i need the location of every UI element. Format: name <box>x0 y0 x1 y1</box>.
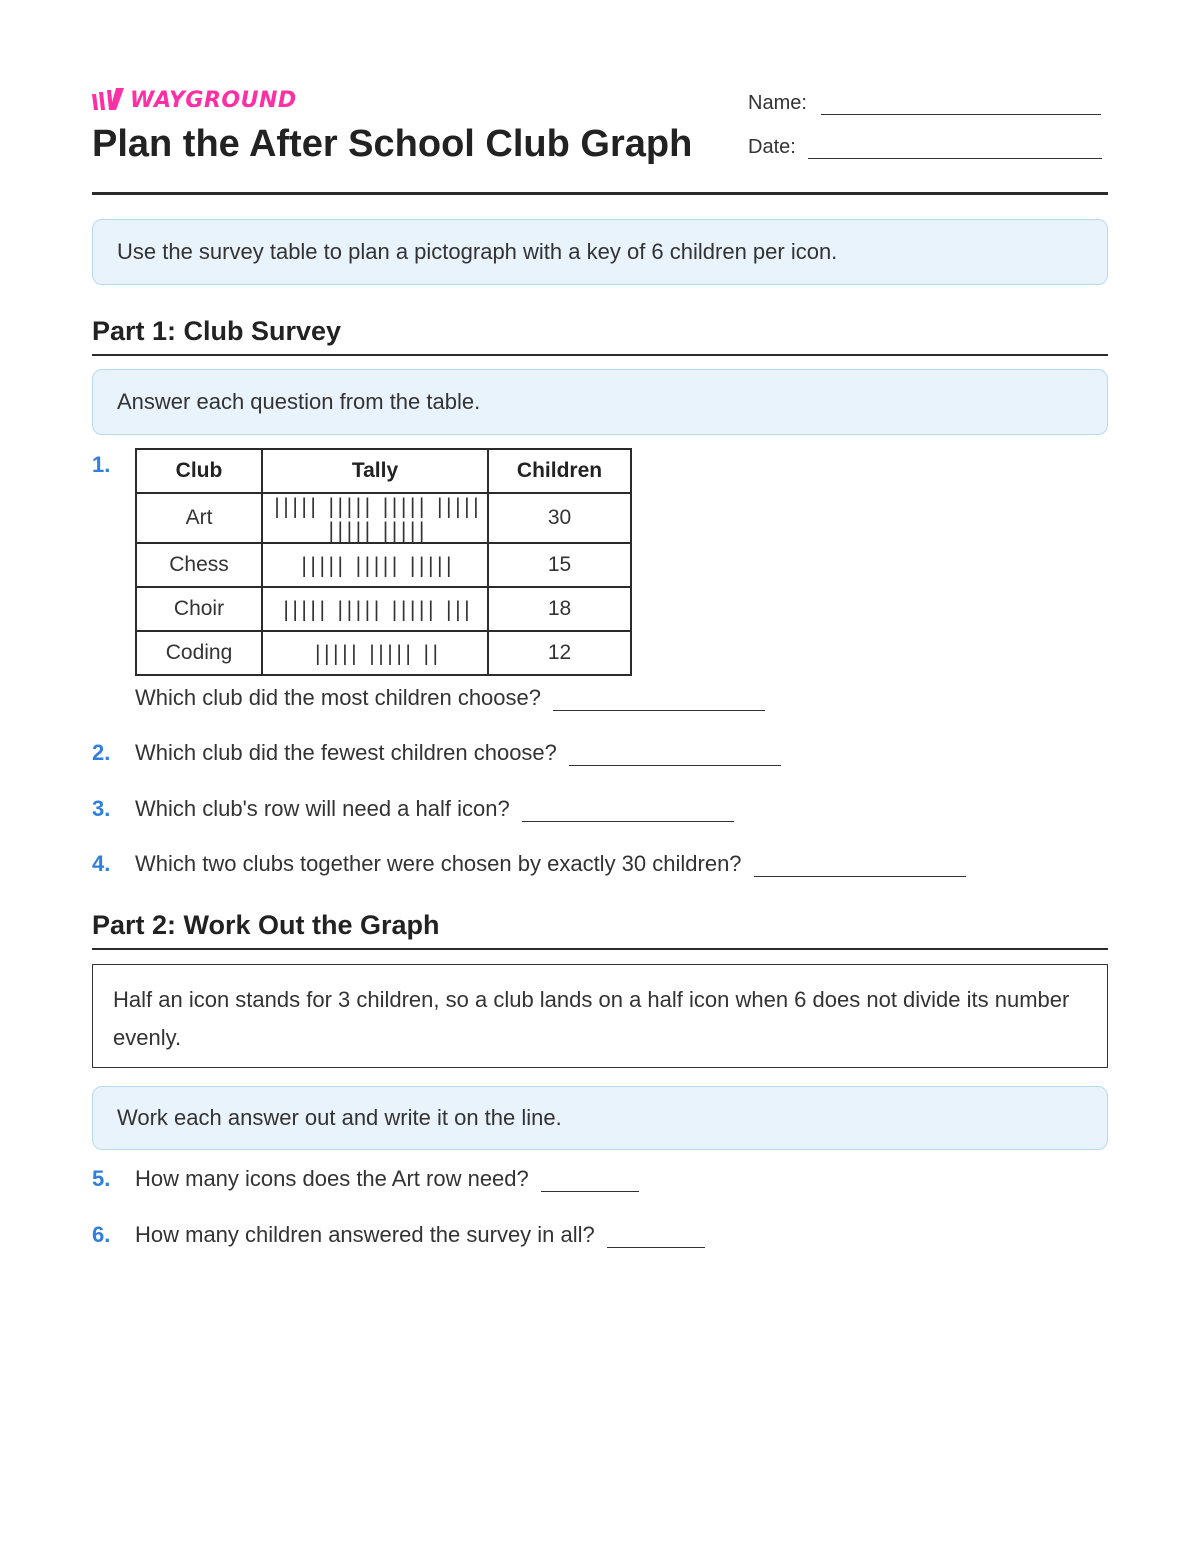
question-text: Which club did the most children choose? <box>135 685 541 710</box>
answer-line[interactable] <box>569 739 781 766</box>
cell-tally: ||||| ||||| ||||| ||| <box>262 587 488 631</box>
name-label: Name: <box>748 92 807 114</box>
table-header-row <box>136 449 631 493</box>
brand-logo <box>92 86 297 114</box>
part1-heading: Part 1: Club Survey <box>92 314 1108 356</box>
cell-club: Choir <box>136 587 262 631</box>
question-4 <box>135 850 966 877</box>
question-3 <box>135 795 734 822</box>
part1-instruction-text: Answer each question from the table. <box>117 389 481 414</box>
club-survey-table <box>135 448 632 676</box>
question-1 <box>135 684 765 711</box>
part2-instruction-text: Work each answer out and write it on the line. <box>117 1105 562 1130</box>
table-row <box>136 493 631 543</box>
question-text: Which two clubs together were chosen by exactly 30 children? <box>135 851 742 876</box>
table-row <box>136 631 631 675</box>
cell-club: Art <box>136 493 262 543</box>
cell-club: Coding <box>136 631 262 675</box>
part2-hint-text: Half an icon stands for 3 children, so a club lands on a half icon when 6 does not divide its number evenly. <box>113 987 1070 1050</box>
date-label: Date: <box>748 136 796 158</box>
question-number: 4. <box>92 851 111 876</box>
intro-note <box>92 219 1108 285</box>
question-number: 2. <box>92 740 111 765</box>
question-text: Which club's row will need a half icon? <box>135 796 510 821</box>
question-6 <box>135 1221 705 1248</box>
answer-line[interactable] <box>607 1221 705 1248</box>
table-row <box>136 543 631 587</box>
cell-children: 12 <box>488 631 631 675</box>
header-tally: Tally <box>262 449 488 493</box>
name-field <box>748 90 1101 115</box>
question-text: Which club did the fewest children choose? <box>135 740 557 765</box>
part1-instruction <box>92 369 1108 435</box>
part2-instruction <box>92 1086 1108 1150</box>
brand-name: WAYGROUND <box>130 87 297 113</box>
question-text: How many children answered the survey in all? <box>135 1222 595 1247</box>
part2-heading: Part 2: Work Out the Graph <box>92 908 1108 950</box>
question-number: 1. <box>92 452 111 477</box>
cell-children: 15 <box>488 543 631 587</box>
answer-line[interactable] <box>754 850 966 877</box>
answer-line[interactable] <box>541 1165 639 1192</box>
answer-line[interactable] <box>553 684 765 711</box>
question-number: 6. <box>92 1222 111 1247</box>
cell-tally: ||||| ||||| ||||| <box>262 543 488 587</box>
header-divider <box>92 192 1108 195</box>
table-row <box>136 587 631 631</box>
answer-line[interactable] <box>522 795 734 822</box>
name-input-line[interactable] <box>821 90 1101 115</box>
question-5 <box>135 1165 639 1192</box>
cell-club: Chess <box>136 543 262 587</box>
date-field <box>748 134 1102 159</box>
page-title: Plan the After School Club Graph <box>92 123 693 165</box>
question-2 <box>135 739 781 766</box>
cell-children: 30 <box>488 493 631 543</box>
question-number: 5. <box>92 1166 111 1191</box>
part2-hint-box <box>92 964 1108 1068</box>
header-children: Children <box>488 449 631 493</box>
question-text: How many icons does the Art row need? <box>135 1166 529 1191</box>
cell-tally: ||||| ||||| || <box>262 631 488 675</box>
question-number: 3. <box>92 796 111 821</box>
intro-text: Use the survey table to plan a pictograph with a key of 6 children per icon. <box>117 239 838 264</box>
header-club: Club <box>136 449 262 493</box>
wayground-logo-icon <box>92 88 124 112</box>
date-input-line[interactable] <box>808 134 1102 159</box>
cell-children: 18 <box>488 587 631 631</box>
cell-tally: ||||| ||||| ||||| ||||| ||||| ||||| <box>262 493 488 543</box>
